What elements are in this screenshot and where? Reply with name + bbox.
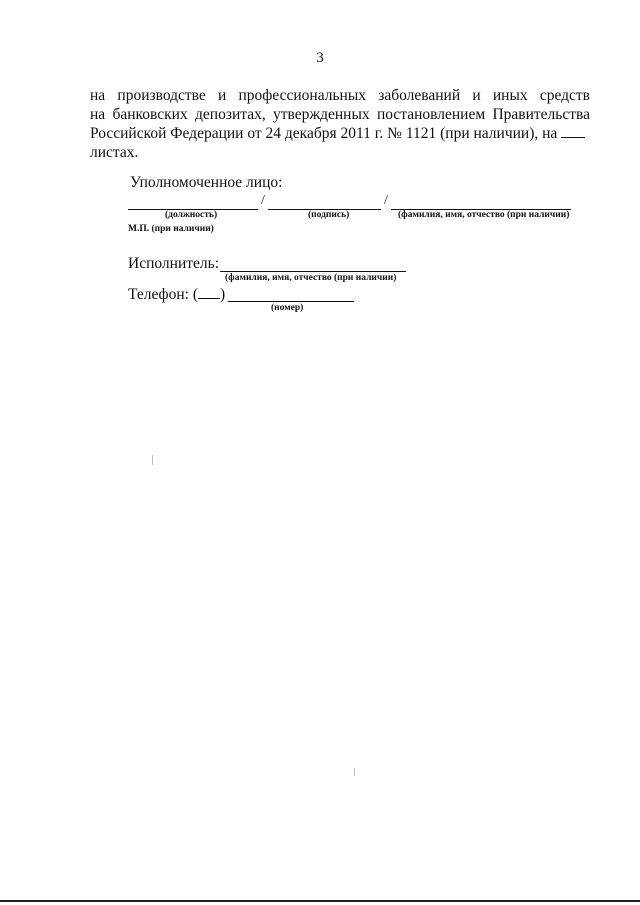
slash-separator-2: / <box>384 193 388 208</box>
phone-number-line <box>228 301 354 302</box>
page-number: 3 <box>316 50 324 66</box>
slash-separator-1: / <box>261 193 265 208</box>
phone-number-caption: (номер) <box>271 303 304 313</box>
scan-artifact <box>152 455 153 465</box>
paragraph-line-3-text: Российской Федерации от 24 декабря 2011 г. № 1121 (при наличии), на <box>90 125 558 142</box>
executor-name-line <box>220 271 406 272</box>
paragraph-line-2: на банковских депозитах, утвержденных постановлением Правительства <box>90 106 590 123</box>
sheet-count-blank <box>561 125 585 138</box>
position-caption: (должность) <box>165 210 218 220</box>
area-code-blank <box>198 285 220 299</box>
full-name-caption: (фамилия, имя, отчество (при наличии) <box>398 210 570 220</box>
executor-name-caption: (фамилия, имя, отчество (при наличии) <box>225 273 397 283</box>
phone-label-text: Телефон: ( <box>128 286 198 303</box>
authorized-person-label: Уполномоченное лицо: <box>130 174 283 191</box>
page-bottom-edge <box>0 900 640 902</box>
stamp-note: М.П. (при наличии) <box>128 224 214 234</box>
phone-label <box>128 285 225 304</box>
executor-label: Исполнитель: <box>128 255 220 272</box>
paragraph-line-4: листах. <box>90 144 139 161</box>
scan-artifact <box>354 768 355 776</box>
signature-caption: (подпись) <box>308 210 350 220</box>
body-paragraph <box>90 86 590 162</box>
paragraph-line-1: на производстве и профессиональных заболеваний и иных средств <box>90 87 590 104</box>
paragraph-line-3 <box>90 124 590 143</box>
phone-close-paren: ) <box>220 286 226 303</box>
